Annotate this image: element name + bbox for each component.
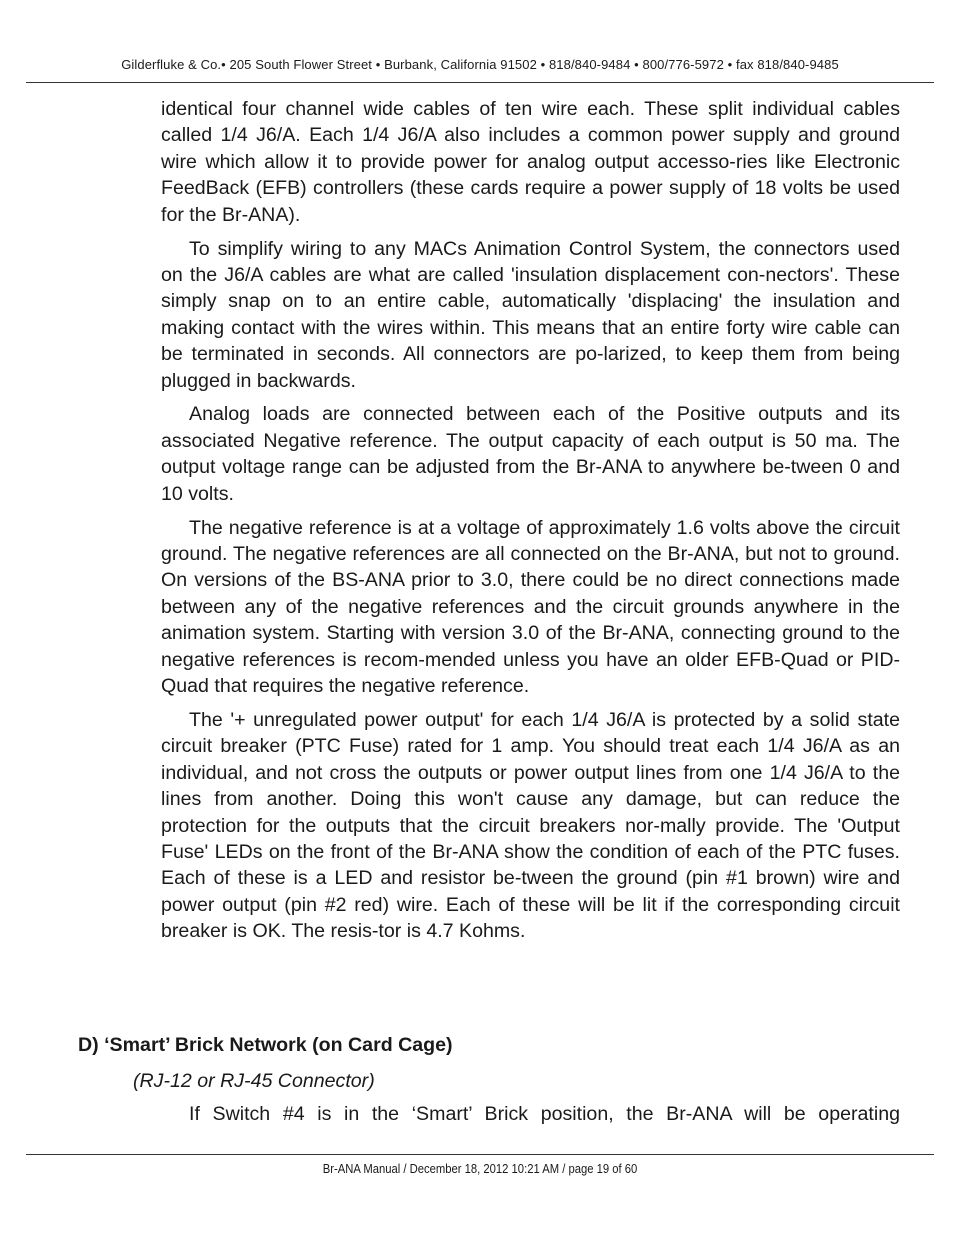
page-footer: Br-ANA Manual / December 18, 2012 10:21 AM / page 19 of 60: [322, 1162, 638, 1176]
paragraph-1: identical four channel wide cables of ten wire each. These split individual cables called 1/4 J6/A. Each 1/4 J6/A also includes a common power supply and ground wire which allow it to provide power for analog output accesso-ries like Electronic FeedBack (EFB) controllers (these cards require a power supply of 18 volts be used for the Br-ANA).: [161, 98, 900, 226]
section-heading: D) ‘Smart’ Brick Network (on Card Cage): [78, 1034, 453, 1056]
header-divider: [26, 82, 934, 83]
footer-divider: [26, 1154, 934, 1155]
paragraph-4: The negative reference is at a voltage of approximately 1.6 volts above the circuit ground. The negative references are all connected on the Br-ANA, but not to ground. On versions of the BS-ANA prior to 3.0, there could be no direct connections made between any of the negative references and the circuit grounds anywhere in the animation system. Starting with version 3.0 of the Br-ANA, connecting ground to the negative references is recom-mended unless you have an older EFB-Quad or PID-Quad that requires the negative reference.: [161, 516, 900, 698]
paragraph-3: Analog loads are connected between each of the Positive outputs and its associated Negative reference. The output capacity of each output is 50 ma. The output voltage range can be adjusted from the Br-ANA to anywhere be-tween 0 and 10 volts.: [161, 403, 900, 505]
paragraph-5: The '+ unregulated power output' for each 1/4 J6/A is protected by a solid state circuit breaker (PTC Fuse) rated for 1 amp. You should treat each 1/4 J6/A as an individual, and not cross the outputs or power output lines from one 1/4 J6/A to the lines from another. Doing this won't cause any damage, but can reduce the protection for the outputs that the circuit breakers nor-mally provide. The 'Output Fuse' LEDs on the front of the Br-ANA show the condition of each of the PTC fuses. Each of these is a LED and resistor be-tween the ground (pin #1 brown) wire and power output (pin #2 red) wire. Each of these will be lit if the corresponding circuit breaker is OK. The resis-tor is 4.7 Kohms.: [161, 708, 900, 943]
section-subheading: (RJ-12 or RJ-45 Connector): [133, 1070, 375, 1092]
section-intro-paragraph: If Switch #4 is in the ‘Smart’ Brick position, the Br-ANA will be operating: [189, 1103, 900, 1125]
body-text: [161, 96, 900, 952]
paragraph-2: To simplify wiring to any MACs Animation Control System, the connectors used on the J6/A cables are what are called 'insulation displacement con-nectors'. These simply snap on to an entire cable, automatically 'displacing' the insulation and making contact with the wires within. This means that an entire forty wire cable can be terminated in seconds. All connectors are po-larized, to keep them from being plugged in backwards.: [161, 237, 900, 392]
page-header: Gilderfluke & Co.• 205 South Flower Street • Burbank, California 91502 • 818/840-9484 • 800/776-5972 • fax 818/840-9485: [121, 57, 839, 72]
